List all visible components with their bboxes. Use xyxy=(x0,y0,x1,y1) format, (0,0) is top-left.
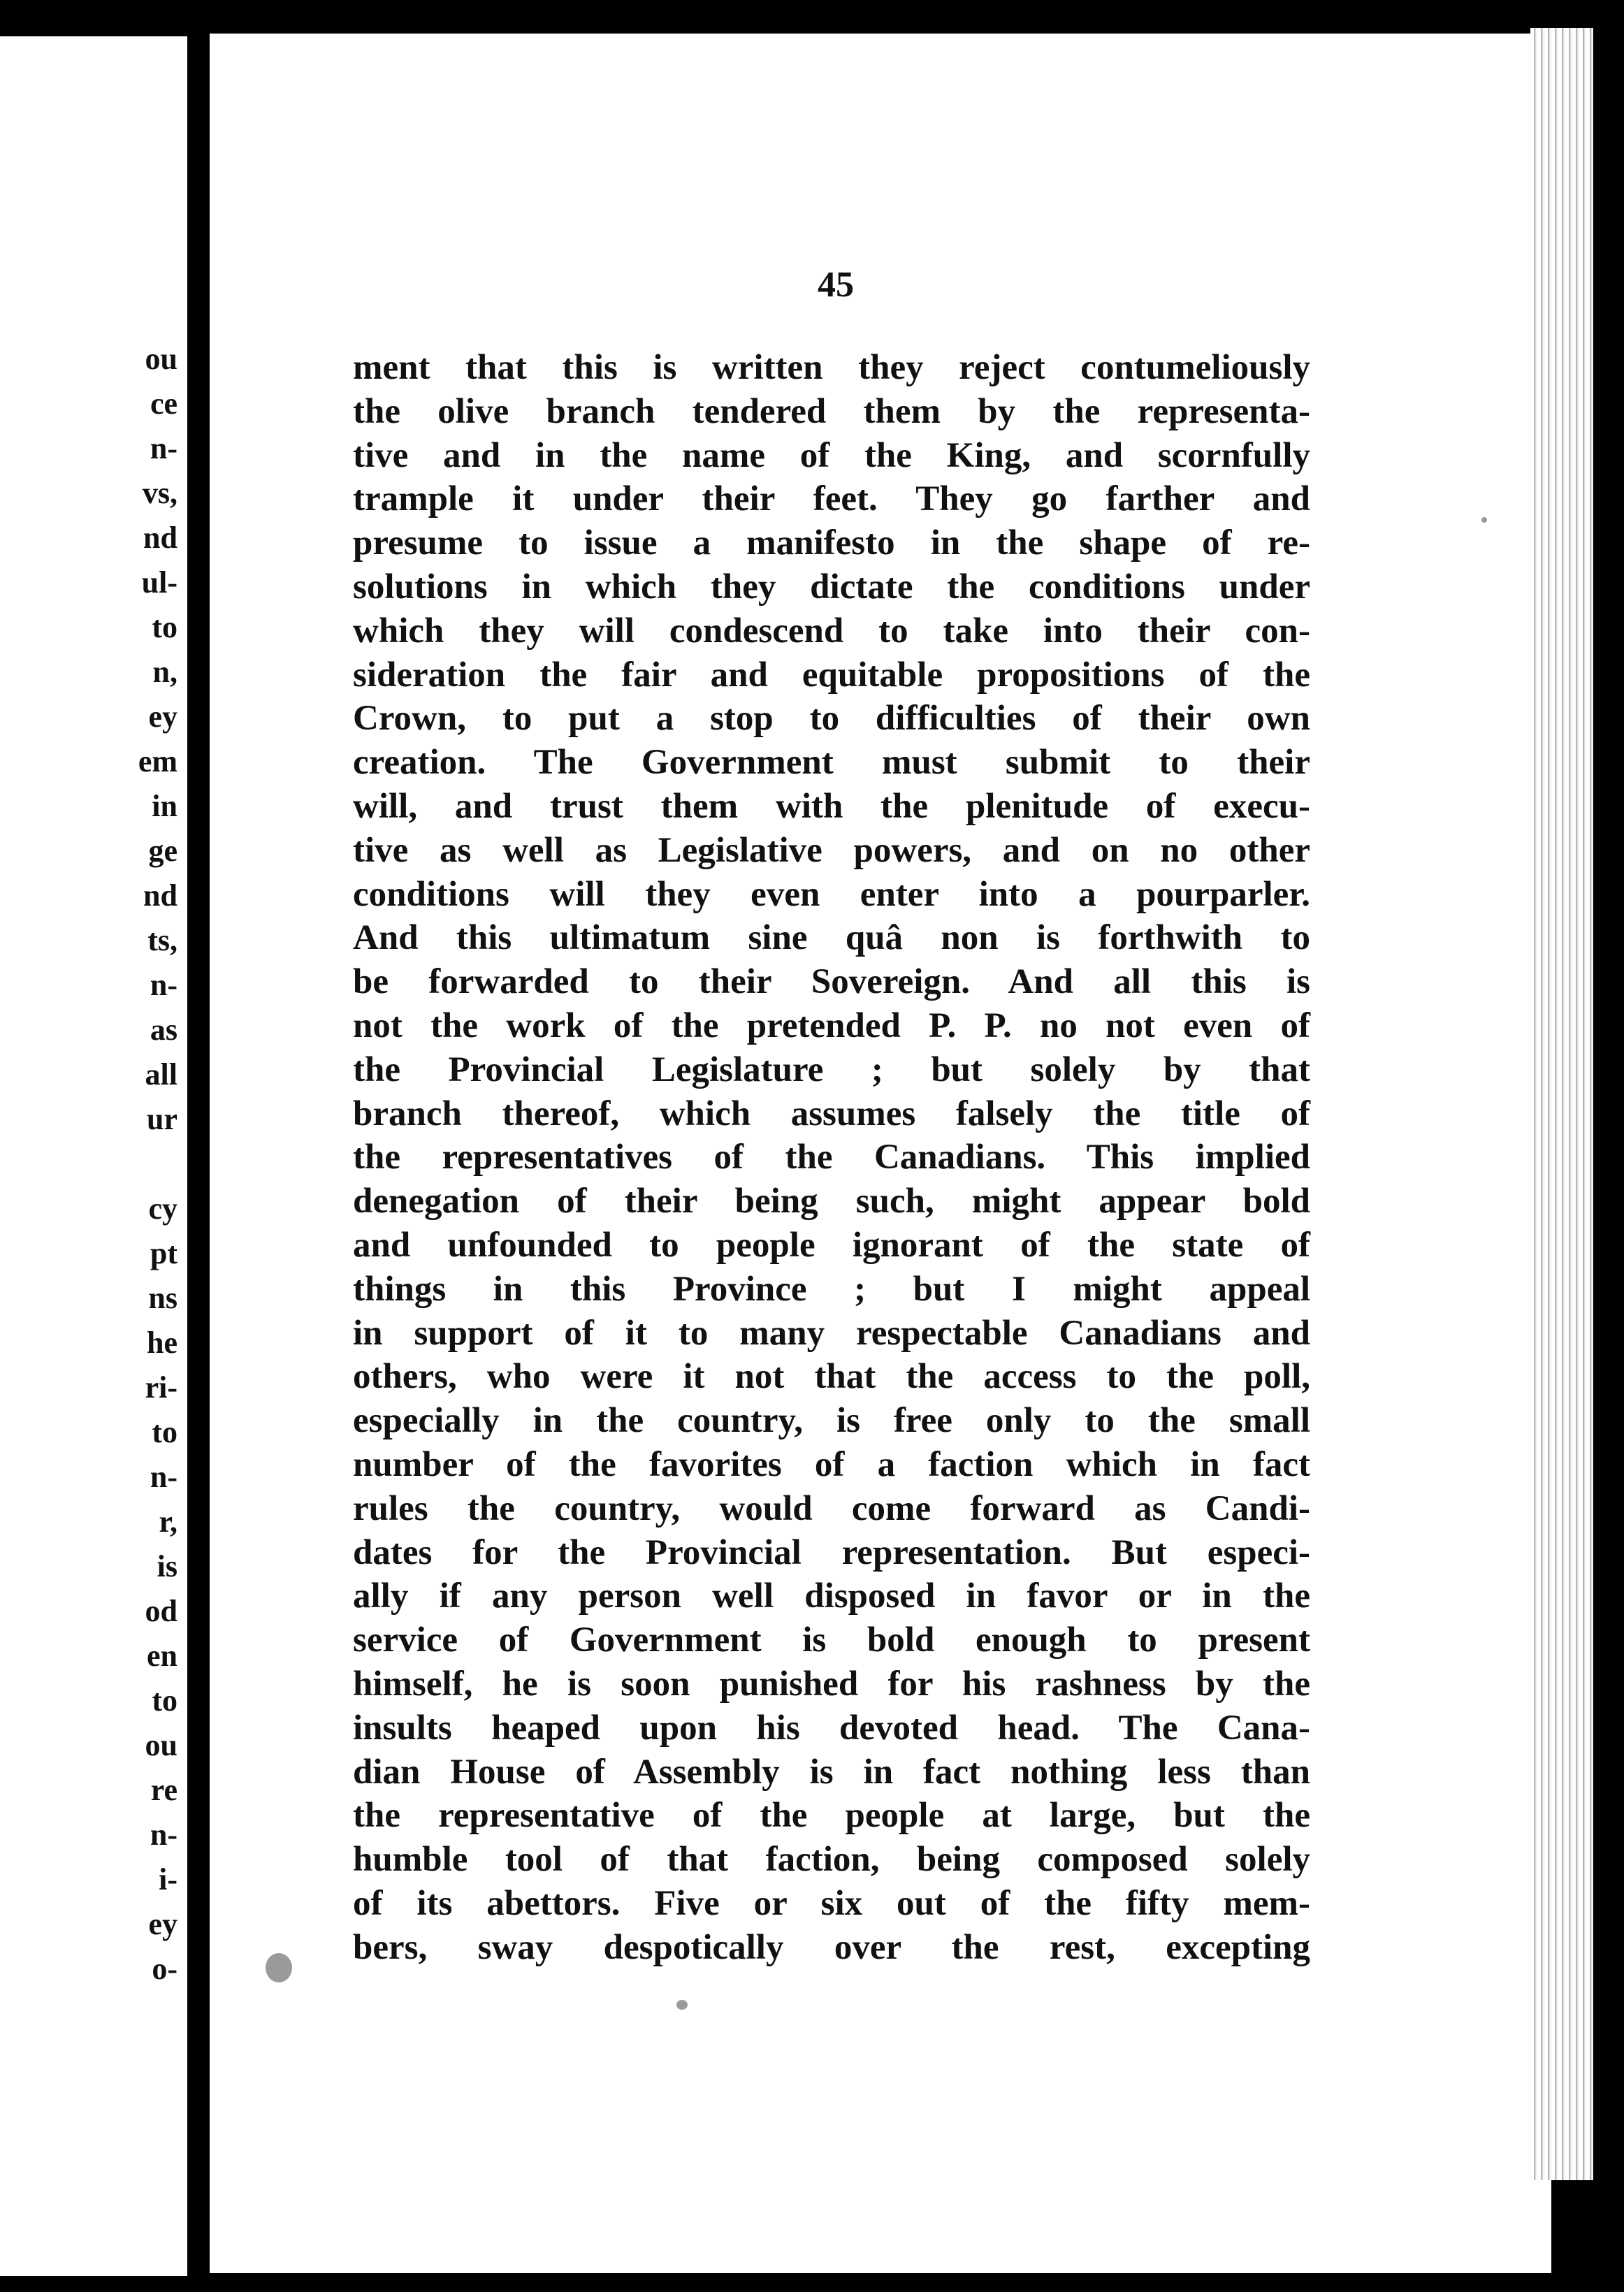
left-fragment: as xyxy=(150,1013,177,1047)
text-line: trample it under their feet. They go farther and xyxy=(353,479,1310,519)
left-fragment: ri- xyxy=(145,1370,177,1405)
left-fragment: nd xyxy=(143,878,177,913)
text-line: the representative of the people at large, but the xyxy=(353,1796,1310,1836)
text-line: rules the country, would come forward as Candi- xyxy=(353,1488,1310,1528)
left-fragment: in xyxy=(152,789,177,823)
text-line: presume to issue a manifesto in the shape of re- xyxy=(353,523,1310,563)
left-fragment: he xyxy=(147,1326,177,1360)
book-gutter xyxy=(187,36,210,2276)
left-fragment: ey xyxy=(148,699,177,734)
body-text xyxy=(353,346,1310,1969)
left-fragment: ts, xyxy=(147,923,177,957)
text-line: be forwarded to their Sovereign. And all this is xyxy=(353,962,1310,1002)
text-line: tive and in the name of the King, and scornfully xyxy=(353,435,1310,475)
text-line: And this ultimatum sine quâ non is forthwith to xyxy=(353,918,1310,958)
left-fragment: ce xyxy=(150,386,177,421)
text-line: conditions will they even enter into a pourparler. xyxy=(353,874,1310,914)
left-fragment: ul- xyxy=(141,565,177,600)
left-fragment: nd xyxy=(143,521,177,555)
text-line: tive as well as Legislative powers, and on no other xyxy=(353,830,1310,870)
text-line: and unfounded to people ignorant of the state of xyxy=(353,1225,1310,1265)
left-fragment: od xyxy=(145,1594,177,1628)
left-fragment-gap xyxy=(0,1142,187,1187)
left-fragment: to xyxy=(152,610,177,644)
left-fragment: ey xyxy=(148,1907,177,1941)
text-line: solutions in which they dictate the conditions under xyxy=(353,567,1310,607)
text-line: will, and trust them with the plenitude of execu- xyxy=(353,786,1310,826)
left-fragment: o- xyxy=(152,1952,177,1986)
page-edges xyxy=(1530,28,1593,2180)
text-line: things in this Province ; but I might appeal xyxy=(353,1269,1310,1309)
left-fragment: r, xyxy=(159,1504,177,1539)
ink-speck xyxy=(676,2000,688,2010)
text-line: ment that this is written they reject contumeliously xyxy=(353,348,1310,387)
text-line: the representatives of the Canadians. This implied xyxy=(353,1138,1310,1177)
ink-speck xyxy=(266,1953,292,1982)
left-fragment: re xyxy=(150,1773,177,1807)
ink-speck xyxy=(1481,517,1487,523)
text-line: sideration the fair and equitable propositions of the xyxy=(353,655,1310,695)
left-fragment: to xyxy=(152,1415,177,1449)
text-line: Crown, to put a stop to difficulties of their own xyxy=(353,699,1310,739)
text-line: not the work of the pretended P. P. no not even of xyxy=(353,1006,1310,1045)
left-fragment: pt xyxy=(150,1236,177,1270)
text-line: in support of it to many respectable Canadians and xyxy=(353,1313,1310,1353)
text-line: humble tool of that faction, being composed solely xyxy=(353,1840,1310,1880)
text-line: number of the favorites of a faction which in fact xyxy=(353,1444,1310,1484)
text-line: of its abettors. Five or six out of the fifty mem- xyxy=(353,1883,1310,1923)
text-line: dian House of Assembly is in fact nothing less than xyxy=(353,1752,1310,1792)
left-fragment: ge xyxy=(148,834,177,868)
text-line: dates for the Provincial representation. But especi- xyxy=(353,1532,1310,1572)
text-line: denegation of their being such, might appear bold xyxy=(353,1182,1310,1221)
left-fragment: vs, xyxy=(142,476,177,510)
text-line: branch thereof, which assumes falsely the title of xyxy=(353,1094,1310,1133)
left-page xyxy=(0,36,187,2276)
left-fragment: i- xyxy=(159,1862,177,1896)
left-fragment: ns xyxy=(148,1281,177,1315)
left-fragment: n- xyxy=(150,431,177,465)
text-line: others, who were it not that the access to the poll, xyxy=(353,1357,1310,1397)
text-line: creation. The Government must submit to their xyxy=(353,743,1310,783)
text-line: especially in the country, is free only to the small xyxy=(353,1401,1310,1441)
left-fragment: en xyxy=(147,1639,177,1673)
left-fragment: n- xyxy=(150,968,177,1002)
text-line: himself, he is soon punished for his rashness by the xyxy=(353,1664,1310,1704)
left-fragment: n- xyxy=(150,1818,177,1852)
text-line: which they will condescend to take into their con- xyxy=(353,611,1310,651)
left-fragment: em xyxy=(138,744,177,778)
left-page-fragments xyxy=(0,337,187,1992)
left-fragment: cy xyxy=(148,1191,177,1226)
text-line: service of Government is bold enough to present xyxy=(353,1620,1310,1660)
left-fragment: all xyxy=(145,1057,177,1091)
left-fragment: ur xyxy=(147,1102,177,1136)
text-line: the olive branch tendered them by the representa- xyxy=(353,391,1310,431)
left-fragment: to xyxy=(152,1683,177,1718)
text-line: the Provincial Legislature ; but solely by that xyxy=(353,1050,1310,1089)
text-line: bers, sway despotically over the rest, excepting xyxy=(353,1927,1310,1967)
text-line: insults heaped upon his devoted head. The Cana- xyxy=(353,1708,1310,1748)
scan-border xyxy=(1593,0,1624,2292)
text-line: ally if any person well disposed in favor or in the xyxy=(353,1576,1310,1616)
page-number: 45 xyxy=(818,265,854,305)
left-fragment: n- xyxy=(150,1460,177,1494)
left-fragment: is xyxy=(157,1549,177,1583)
left-fragment: n, xyxy=(152,655,177,689)
left-fragment: ou xyxy=(145,1728,177,1762)
left-fragment: ou xyxy=(145,342,177,376)
